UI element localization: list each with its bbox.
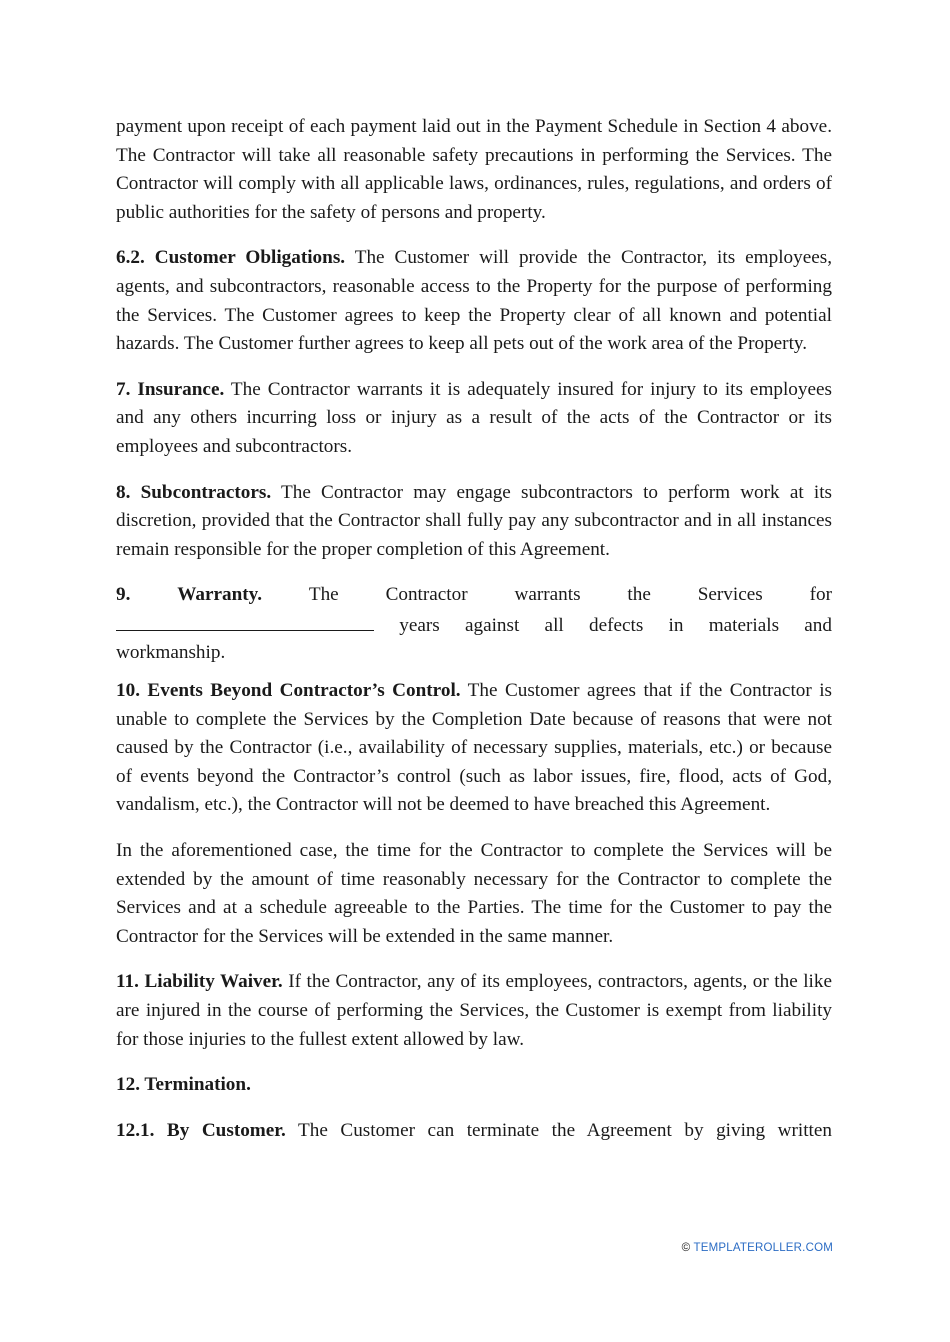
warranty-word: materials: [708, 614, 780, 636]
warranty-word: the: [627, 584, 651, 606]
warranty-word: years: [399, 614, 440, 636]
section-heading-11: 11. Liability Waiver.: [116, 971, 283, 993]
paragraph-insurance: [116, 376, 832, 462]
section-body-6-2: The Customer will provide the Contractor, its employees, agents, and subcontractors, reasonable access to the Property for the purpose of performing the Services. The Customer agrees to keep the Property clear of all known and potential hazards. The Customer further agrees to keep all pets out of the work area of the Property.: [116, 247, 833, 355]
paragraph-events-beyond-control: [116, 677, 832, 820]
paragraph-subcontractors: [116, 479, 832, 565]
section-heading-8: 8. Subcontractors.: [116, 481, 272, 503]
section-heading-7: 7. Insurance.: [116, 378, 225, 400]
paragraph-by-customer: [116, 1117, 832, 1146]
warranty-word: The: [308, 584, 339, 606]
warranty-row-2: [116, 610, 832, 639]
section-heading-12: 12. Termination.: [116, 1074, 251, 1096]
section-body-7: The Contractor warrants it is adequately insured for injury to its employees and any others incurring loss or injury as a result of the acts of the Contractor or its employees and subcontractors.: [116, 378, 832, 457]
section-body-12-1: The Customer can terminate the Agreement by giving written: [285, 1119, 832, 1141]
warranty-word: warrants: [514, 584, 581, 606]
paragraph-liability-waiver: [116, 968, 832, 1054]
warranty-word: Services: [697, 584, 763, 606]
paragraph-aforementioned-case: In the aforementioned case, the time for the Contractor to complete the Services will be extended by the amount of time reasonably necessary for the Contractor to complete the Services and at a schedule agreeable to the Parties. The time for the Customer to pay the Contractor for the Services will be extended in the same manner.: [116, 840, 832, 947]
warranty-word: all: [544, 614, 564, 636]
warranty-years-blank: [116, 610, 374, 631]
warranty-word: in: [668, 614, 684, 636]
paragraph-customer-obligations: [116, 244, 832, 358]
warranty-word: and: [804, 614, 832, 636]
section-heading-9: Warranty.: [177, 584, 262, 606]
section-heading-10: 10. Events Beyond Contractor’s Control.: [116, 680, 461, 702]
section-number-9: 9.: [116, 584, 131, 606]
warranty-word: workmanship.: [116, 641, 226, 663]
warranty-word: defects: [588, 614, 644, 636]
copyright-icon: ©: [681, 1242, 691, 1254]
warranty-word: for: [809, 584, 832, 606]
section-body-8: The Contractor may engage subcontractors to perform work at its discretion, provided that the Contractor shall fully pay any subcontractor and in all instances remain responsible for the proper completion of this Agreement.: [116, 481, 832, 560]
warranty-word: against: [464, 614, 520, 636]
warranty-row-3: [116, 639, 832, 668]
footer-brand-link[interactable]: TEMPLATEROLLER.COM: [693, 1242, 833, 1254]
section-heading-6-2: 6.2. Customer Obligations.: [116, 247, 346, 269]
section-body-11: If the Contractor, any of its employees, contractors, agents, or the like are injured in the course of performing the Services, the Customer is exempt from liability for those injuries to the fullest extent allowed by law.: [116, 971, 832, 1050]
paragraph-contractor-obligations-continued: payment upon receipt of each payment laid out in the Payment Schedule in Section 4 above. The Contractor will take all reasonable safety precautions in performing the Services. The Contractor will comply with all applicable laws, ordinances, rules, regulations, and orders of public authorities for the safety of persons and property.: [116, 116, 832, 223]
section-heading-12-1: 12.1. By Customer.: [116, 1119, 286, 1141]
page-footer: [682, 1242, 833, 1254]
document-page: [116, 113, 832, 1162]
paragraph-termination: [116, 1071, 832, 1100]
paragraph-warranty: [116, 581, 832, 667]
warranty-word: Contractor: [385, 584, 468, 606]
section-body-10: The Customer agrees that if the Contractor is unable to complete the Services by the Completion Date because of reasons that were not caused by the Contractor (i.e., availability of necessary supplies, materials, etc.) or because of events beyond the Contractor’s control (such as labor issues, fire, flood, acts of God, vandalism, etc.), the Contractor will not be deemed to have breached this Agreement.: [116, 680, 833, 816]
warranty-row-1: [116, 581, 832, 610]
